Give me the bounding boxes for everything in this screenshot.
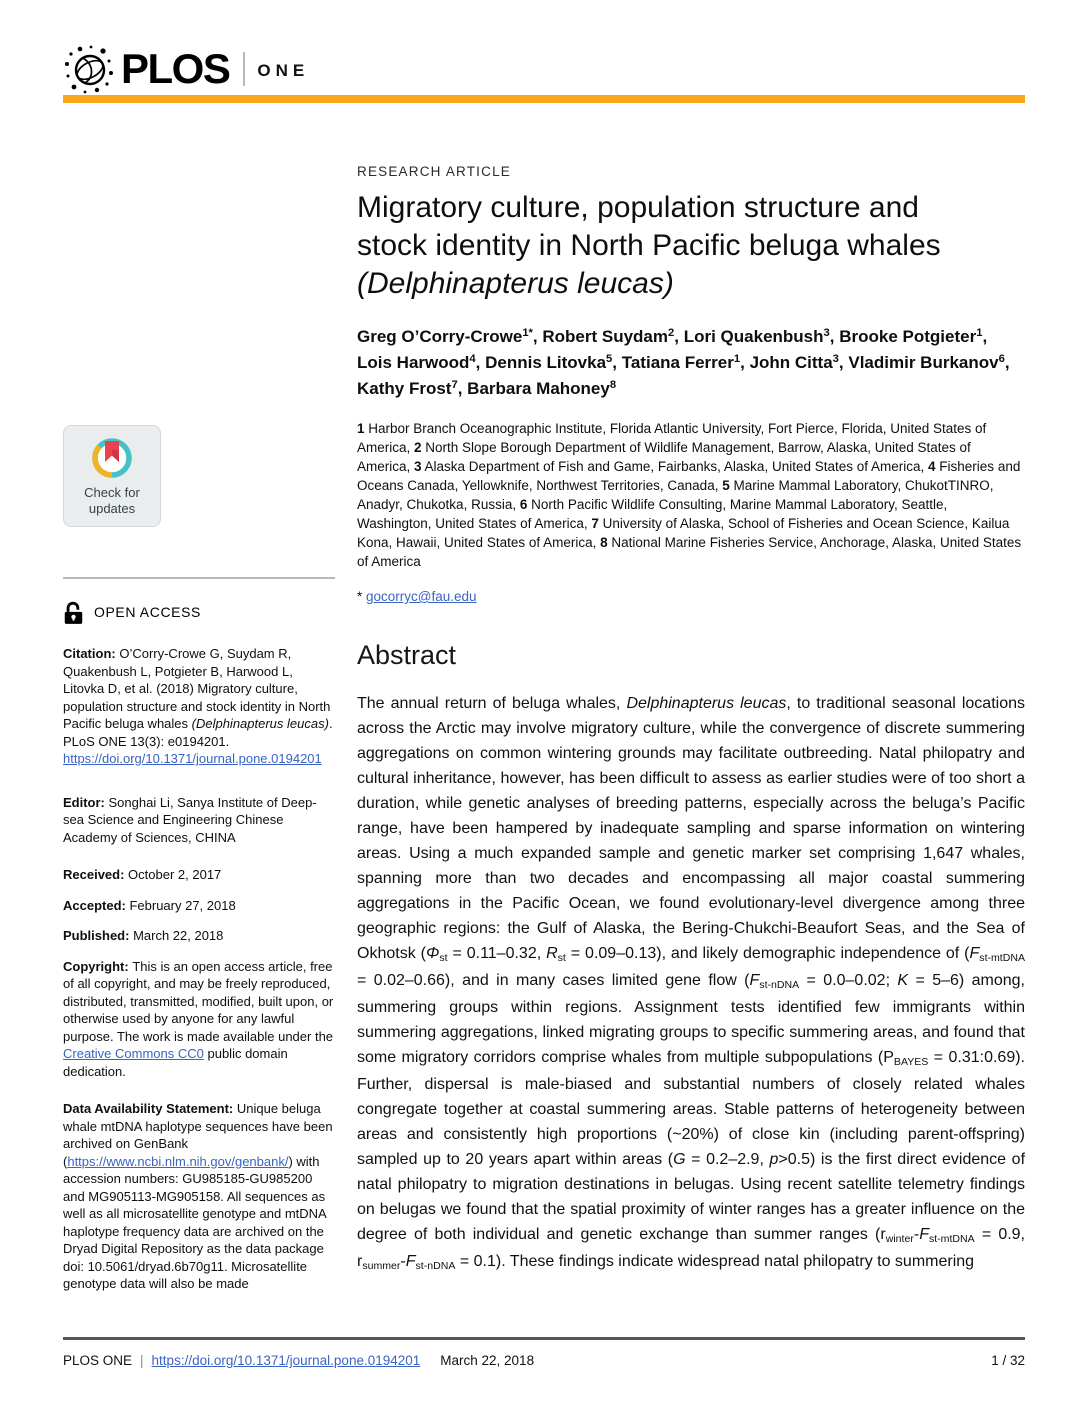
article-sidebar (63, 425, 335, 1293)
accepted-block: Accepted: February 27, 2018 (63, 897, 236, 913)
inline-link[interactable]: gocorryc@fau.edu (366, 589, 477, 604)
sidebar-divider (63, 577, 335, 579)
page-number: 1 / 32 (991, 1353, 1025, 1368)
inline-link[interactable]: https://doi.org/10.1371/journal.pone.0194201 (63, 751, 322, 766)
data-availability-block: Data Availability Statement: Unique beluga whale mtDNA haplotype sequences have been archived on GenBank (https://www.ncbi.nlm.nih.gov/genbank/) with accession numbers: GU985185-GU985200 and MG905113-MG905158. All sequences as well as all microsatellite genotype and mtDNA haplotype frequency data are archived on the Dryad Digital Repository as the data package doi: 10.5061/dryad.6b70g11. Microsatellite genotype data will also be made (63, 1101, 333, 1291)
article-main (357, 0, 1025, 1276)
footer-separator: | (140, 1353, 144, 1368)
abstract-heading: Abstract (357, 640, 457, 670)
published-block: Published: March 22, 2018 (63, 928, 224, 943)
received-block: Received: October 2, 2017 (63, 867, 222, 882)
check-for-updates-badge[interactable] (63, 425, 161, 527)
citation-block: Citation: O’Corry-Crowe G, Suydam R, Quakenbush L, Potgieter B, Harwood L, Litovka D, et al. (2018) Migratory culture, population structure and stock identity in North Pacific beluga whales (Delphinapterus leucas). PLoS ONE 13(3): e0194201. https://doi.org/10.1371/journal.pone.0194201 (63, 646, 333, 766)
copyright-block: Copyright: This is an open access article, free of all copyright, and may be freely reproduced, distributed, transmitted, modified, built upon, or otherwise used by anyone for any lawful purpose. The work is made available under the Creative Commons CC0 public domain dedication. (63, 958, 334, 1079)
logo-divider (243, 52, 245, 86)
page-footer (63, 1337, 1025, 1368)
editor-block: Editor: Songhai Li, Sanya Institute of Deep-sea Science and Engineering Chinese Academy of Sciences, CHINA (63, 794, 317, 845)
footer-date: March 22, 2018 (440, 1353, 535, 1368)
open-access-row (63, 601, 335, 625)
inline-link[interactable]: Creative Commons CC0 (63, 1046, 204, 1061)
open-lock-icon (63, 601, 84, 625)
plos-globe-icon (63, 42, 117, 96)
article-title: Migratory culture, population structure and stock identity in North Pacific beluga whales (Delphinapterus leucas) (357, 191, 941, 300)
correspondence-line: * gocorryc@fau.edu (357, 589, 477, 604)
check-updates-icon (89, 434, 135, 480)
abstract-text: The annual return of beluga whales, Delphinapterus leucas, to traditional seasonal locations across the Arctic may involve migratory culture, while the convergence of discrete summering aggregations on common wintering grounds may facilitate outbreeding. Natal philopatry and cultural inheritance, however, has been difficult to assess as earlier studies were of too short a duration, while genetic analyses of breeding patterns, especially across the beluga’s Pacific range, have been hampered by inadequate sampling and sparse information on wintering areas. Using a much expanded sample and genetic marker set comprising 1,647 whales, spanning more than two decades and encompassing all major coastal summering aggregations in the Pacific Ocean, we found evolutionary-level divergence among three geographic regions: the Gulf of Alaska, the Bering-Chukchi-Beaufort Seas, and the Sea of Okhotsk (Φst = 0.11–0.32, Rst = 0.09–0.13), and likely demographic independence of (Fst-mtDNA = 0.02–0.66), and in many cases limited gene flow (Fst-nDNA = 0.0–0.02; K = 5–6) among, summering groups within regions. Assignment tests identified few immigrants within summering aggregations, linked migrating groups to specific summering areas, and found that some migratory corridors comprise whales from multiple subpopulations (PBAYES = 0.31:0.69). Further, dispersal is male-biased and substantial numbers of closely related whales congregate together at coastal summering areas. Stable patterns of heterogeneity between areas and consistently high proportions (~20%) of close kin (including parent-offspring) sampled up to 20 years apart within areas (G = 0.2–2.9, p>0.5) is the first direct evidence of natal philopatry to migration destinations in belugas. Using recent satellite telemetry findings on belugas we found that the spatial proximity of winter ranges has a greater influence on the degree of both individual and genetic exchange than summer ranges (rwinter-Fst-mtDNA = 0.9, rsummer-Fst-nDNA = 0.1). These findings indicate widespread natal philopatry to summering (357, 695, 1026, 1272)
plos-one-text: ONE (257, 61, 310, 80)
author-list: Greg O’Corry-Crowe$^{1*}$, Robert Suydam$^2$, Lori Quakenbush$^3$, Brooke Potgieter$^1$, Lois Harwood$^4$, Dennis Litovka$^5$, Tatiana Ferrer$^1$, John Citta$^3$, Vladimir Burkanov$^6$, Kathy Frost$^7$, Barbara Mahoney$^8$ (357, 326, 1010, 398)
article-type-kicker: RESEARCH ARTICLE (357, 164, 511, 179)
plos-logo-text: PLOS (121, 45, 230, 92)
journal-masthead (63, 42, 309, 96)
footer-citation (63, 1353, 534, 1368)
footer-doi-link[interactable]: https://doi.org/10.1371/journal.pone.0194201 (151, 1353, 421, 1368)
affiliations: 1 Harbor Branch Oceanographic Institute, Florida Atlantic University, Fort Pierce, Florida, United States of America, 2 North Slope Borough Department of Wildlife Management, Barrow, Alaska, United States of America, 3 Alaska Department of Fish and Game, Fairbanks, Alaska, United States of America, 4 Fisheries and Oceans Canada, Yellowknife, Northwest Territories, Canada, 5 Marine Mammal Laboratory, ChukotTINRO, Anadyr, Chukotka, Russia, 6 North Pacific Wildlife Consulting, Marine Mammal Laboratory, Seattle, Washington, United States of America, 7 University of Alaska, School of Fisheries and Ocean Science, Kailua Kona, Hawaii, United States of America, 8 National Marine Fisheries Service, Anchorage, Alaska, United States of America (357, 421, 1022, 569)
open-access-label: OPEN ACCESS (94, 604, 201, 621)
check-for-updates-label: Check for updates (84, 485, 140, 516)
footer-journal: PLOS ONE (63, 1353, 133, 1368)
inline-link[interactable]: https://www.ncbi.nlm.nih.gov/genbank/ (67, 1153, 289, 1169)
